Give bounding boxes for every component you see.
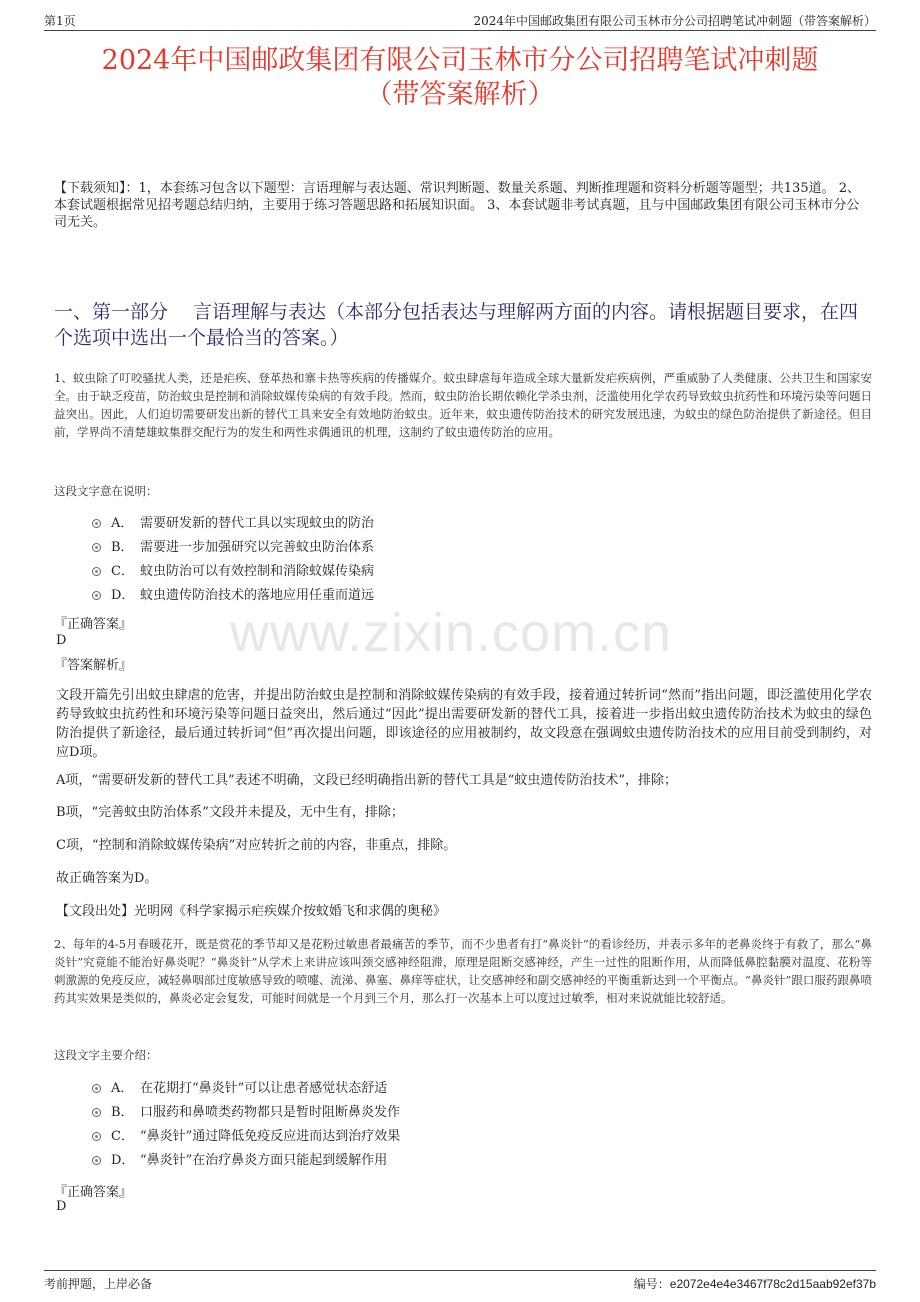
- question-1-prompt: 这段文字意在说明：: [54, 484, 158, 498]
- page-number: 第1页: [44, 14, 76, 28]
- page-footer: [44, 1270, 876, 1293]
- download-notice: 【下载须知】：1，本套练习包含以下题型：言语理解与表达题、常识判断题、数量关系题、判断推理题和资料分析题等题型；共135道。 2、本套试题根据常见招考题总结归纳，主要用于练习答题思路和拓展知识面。 3、本套试题非考试真题，且与中国邮政集团有限公司玉林市分公司无关。: [54, 181, 860, 230]
- radio-icon[interactable]: [92, 591, 101, 600]
- section-heading: 一、第一部分 言语理解与表达（本部分包括表达与理解两方面的内容。请根据题目要求，在四个选项中选出一个最恰当的答案。）: [54, 301, 859, 349]
- radio-icon[interactable]: [92, 1132, 101, 1141]
- doc-title-line1: 2024年中国邮政集团有限公司玉林市分公司招聘笔试冲刺题: [101, 45, 819, 76]
- document-id: 编号：e2072e4e4e3467f78c2d15aab92ef37b: [633, 1277, 876, 1291]
- radio-icon[interactable]: [92, 519, 101, 528]
- analysis-paragraph: B项，“完善蚊虫防治体系”文段并未提及，无中生有，排除；: [56, 805, 404, 820]
- analysis-paragraph: 故正确答案为D。: [56, 871, 158, 886]
- radio-icon[interactable]: [92, 1108, 101, 1117]
- doc-title-line2: （带答案解析）: [365, 79, 555, 110]
- page-header: [44, 8, 876, 31]
- text-source: 【文段出处】光明网《科学家揭示疟疾媒介按蚊婚飞和求偶的奥秘》: [56, 904, 447, 919]
- header-doc-title: 2024年中国邮政集团有限公司玉林市分公司招聘笔试冲刺题（带答案解析）: [473, 14, 876, 28]
- question-1-answer-label: 『正确答案』: [54, 617, 133, 632]
- question-2-text: 2、每年的4-5月春暖花开，既是赏花的季节却又是花粉过敏患者最痛苦的季节，而不少患者有打“鼻炎针”的看诊经历，并表示多年的老鼻炎终于有救了，那么“鼻炎针”究竟能不能治好鼻炎呢？“鼻炎针”从学术上来讲应该叫颈交感神经阻滞，原理是阻断交感神经，产生一过性的阻断作用，从而降低鼻腔黏膜对温度、花粉等刺激源的免疫反应，减轻鼻咽部过度敏感导致的喷嚏、流涕、鼻塞、鼻痒等症状，让交感神经和副交感神经的平衡重新达到一个平衡点。“鼻炎针”跟口服药跟鼻喷药其实效果是类似的，鼻炎必定会复发，可能时间就是一个月到三个月，那么打一次基本上可以度过过敏季，相对来说就能比较舒适。: [54, 937, 872, 1005]
- radio-icon[interactable]: [92, 1084, 101, 1093]
- analysis-paragraph: C项，“控制和消除蚊媒传染病”对应转折之前的内容，非重点，排除。: [56, 838, 457, 853]
- radio-icon[interactable]: [92, 567, 101, 576]
- question-1-text: 1、蚊虫除了叮咬骚扰人类，还是疟疾、登革热和寨卡热等疾病的传播媒介。蚊虫肆虐每年造成全球大量新发疟疾病例，严重威胁了人类健康、公共卫生和国家安全。由于缺乏疫苗，防治蚊虫是控制和消除蚊媒传染病的有效手段。然而，蚊虫防治长期依赖化学杀虫剂，泛滥使用化学农药导致蚊虫抗药性和环境污染等问题日益突出。因此，人们迫切需要研发出新的替代工具来安全有效地防治蚊虫。近年来，蚊虫遗传防治技术的研究发展迅速，为蚊虫的绿色防治提供了新途径。但目前，学界尚不清楚雄蚊集群交配行为的发生和两性求偶通讯的机理，这制约了蚊虫遗传防治的应用。: [54, 371, 872, 439]
- question-1-analysis-label: 『答案解析』: [54, 658, 133, 673]
- question-2-prompt: 这段文字主要介绍：: [54, 1048, 158, 1062]
- analysis-paragraph: A项，“需要研发新的替代工具”表述不明确，文段已经明确指出新的替代工具是“蚊虫遗传防治技术”，排除；: [56, 773, 677, 788]
- analysis-paragraph: 文段开篇先引出蚊虫肆虐的危害，并提出防治蚊虫是控制和消除蚊媒传染病的有效手段，接着通过转折词“然而”指出问题，即泛滥使用化学农药导致蚊虫抗药性和环境污染等问题日益突出，然后通过“因此”提出需要研发新的替代工具，接着进一步指出蚊虫遗传防治技术为蚊虫的绿色防治提供了新途径，最后通过转折词“但”再次提出问题，即该途径的应用被制约，故文段意在强调蚊虫遗传防治技术的应用目前受到制约，对应D项。: [56, 688, 872, 760]
- watermark: www.zixin.com.cn: [230, 603, 673, 663]
- question-2-answer: D: [56, 1199, 67, 1214]
- footer-slogan: 考前押题，上岸必备: [44, 1277, 153, 1291]
- radio-icon[interactable]: [92, 543, 101, 552]
- question-1-answer: D: [56, 633, 67, 648]
- radio-icon[interactable]: [92, 1156, 101, 1165]
- question-2-answer-label: 『正确答案』: [54, 1185, 133, 1200]
